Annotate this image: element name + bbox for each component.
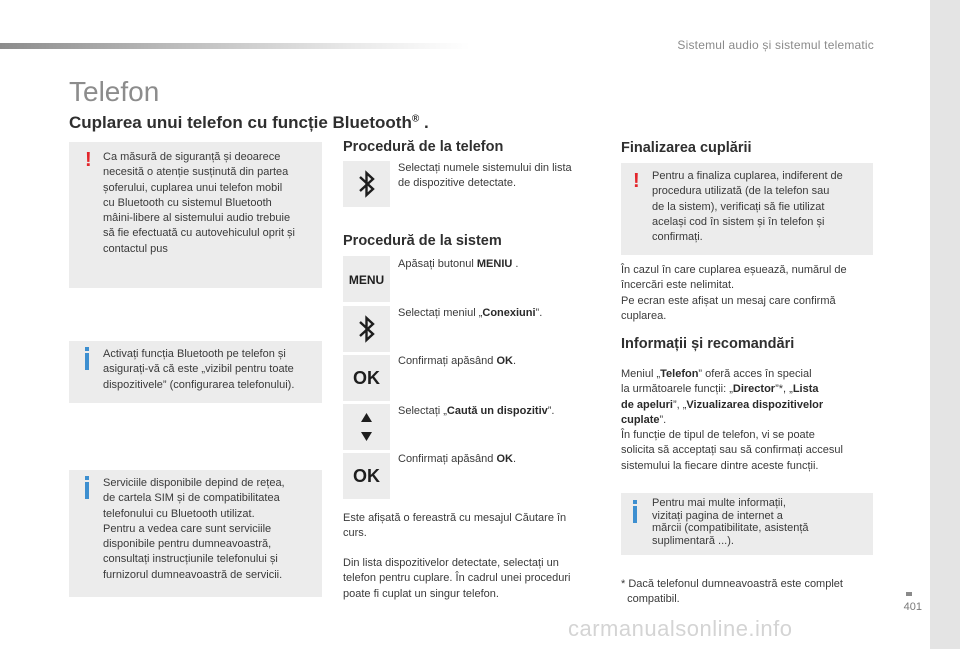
page-subtitle xyxy=(69,113,429,133)
info-line-1 xyxy=(621,367,881,382)
heading-info-recommendations: Informații și recomandări xyxy=(621,336,795,352)
bluetooth-icon xyxy=(343,306,390,352)
heading-system-procedure: Procedură de la sistem xyxy=(343,233,502,249)
select-device-paragraph: Din lista dispozitivelor detectate, selectați un telefon pentru cuplare. În cadrul unei proceduri poate fi cuplat un singur telefon. xyxy=(343,557,571,600)
phone-step-text: Selectați numele sistemului din lista de dispozitive detectate. xyxy=(398,162,572,190)
subtitle-text: Cuplarea unui telefon cu funcție Bluetooth xyxy=(69,113,412,132)
info-line-3 xyxy=(621,398,881,413)
info-l2-pre: la următoarele funcții: „ xyxy=(621,383,733,396)
info-box-services xyxy=(69,470,322,597)
phone-menu-paragraph xyxy=(621,367,881,474)
warning-icon: ! xyxy=(633,170,640,192)
step2-post: ”. xyxy=(535,307,543,319)
step4-post: ”. xyxy=(547,405,555,417)
subtitle-end: . xyxy=(419,113,429,132)
search-message-paragraph: Este afișată o fereastră cu mesajul Căutare în curs. xyxy=(343,512,567,540)
step3-bold: OK xyxy=(496,355,513,367)
step5-pre: Confirmați apăsând xyxy=(398,453,497,465)
pairing-failure-paragraph: În cazul în care cuplarea eșuează, numărul de încercări este nelimitat. Pe ecran este afișat un mesaj care confirmă cuplarea. xyxy=(621,264,847,322)
info-l1-post: ” oferă acces în special xyxy=(698,368,812,380)
step2-pre: Selectați meniul „ xyxy=(398,307,483,319)
info-icon xyxy=(633,506,637,523)
step3-post: . xyxy=(512,355,517,367)
step1-post: . xyxy=(512,258,519,270)
step5-post: . xyxy=(512,453,517,465)
bluetooth-button-system xyxy=(343,306,390,352)
info-text-website: Pentru mai multe informații, vizitați pagina de internet a mărcii (compatibilitate, asistență suplimentară ...). xyxy=(652,497,809,547)
info-line-2 xyxy=(621,382,881,397)
info-l3-bold2: Vizualizarea dispozitivelor xyxy=(686,398,824,411)
footnote: * Dacă telefonul dumneavoastră este complet compatibil. xyxy=(621,578,843,606)
step1-pre: Apăsați butonul xyxy=(398,258,477,270)
step-select-search xyxy=(398,404,555,419)
info-box-website xyxy=(621,493,873,555)
step2-bold: Conexiuni xyxy=(482,307,536,319)
registered-mark: ® xyxy=(411,113,420,125)
menu-label: MENU xyxy=(348,273,385,287)
warning-icon: ! xyxy=(85,149,92,171)
ok-label: OK xyxy=(353,466,380,486)
warning-box-safety xyxy=(69,142,322,288)
info-text-services: Serviciile disponibile depind de rețea, de cartela SIM și de compatibilitatea telefonului cu Bluetooth utilizat. Pentru a vedea care sunt serviciile disponibile pentru dumneavoastră, consultați instrucțiunile telefonului și furnizorul dumneavoastră de servicii. xyxy=(103,477,285,581)
step3-pre: Confirmați apăsând xyxy=(398,355,497,367)
section-header: Sistemul audio și sistemul telematic xyxy=(677,38,874,52)
info-line-4 xyxy=(621,413,881,428)
step1-bold: MENIU xyxy=(476,258,513,270)
bluetooth-button-phone xyxy=(343,161,390,207)
info-l2-bold1: Director xyxy=(732,383,776,396)
info-l2-mid: ”*, „ xyxy=(775,383,793,396)
page-title: Telefon xyxy=(69,76,160,107)
up-down-arrow-icon xyxy=(343,404,390,450)
step4-pre: Selectați „ xyxy=(398,405,447,417)
step5-bold: OK xyxy=(496,453,513,465)
ok-button-1 xyxy=(343,355,390,401)
info-l1-pre: Meniul „ xyxy=(621,368,661,380)
bluetooth-icon xyxy=(343,161,390,207)
heading-finish-pairing: Finalizarea cuplării xyxy=(621,140,752,156)
step-press-menu xyxy=(398,257,518,272)
menu-button xyxy=(343,256,390,302)
heading-phone-procedure: Procedură de la telefon xyxy=(343,139,504,155)
info-icon xyxy=(85,353,89,370)
info-icon xyxy=(85,482,89,499)
info-l3-bold1: de apeluri xyxy=(621,398,673,411)
warning-text-safety: Ca măsură de siguranță și deoarece necesită o atenție susținută din partea șoferului, cuplarea unui telefon mobil cu Bluetooth cu sistemul Bluetooth mâini-libere al sistemului audio trebuie să fie efectuată cu autovehiculul oprit și contactul pus xyxy=(103,151,296,255)
info-l3-mid: ”, „ xyxy=(672,398,687,411)
info-rest: În funcție de tipul de telefon, vi se poate solicita să acceptați sau să confirmați accesul sistemului la fiecare dintre aceste funcții. xyxy=(621,429,843,472)
page-number: 401 xyxy=(903,601,922,613)
info-box-bluetooth xyxy=(69,341,322,403)
watermark: carmanualsonline.info xyxy=(568,616,793,641)
ok-label: OK xyxy=(353,368,380,388)
step4-bold: Caută un dispozitiv xyxy=(446,405,548,417)
up-down-arrows-button xyxy=(343,404,390,450)
info-l2-bold2: Lista xyxy=(792,383,819,396)
info-l1-bold: Telefon xyxy=(660,368,699,380)
info-text-bluetooth: Activați funcția Bluetooth pe telefon și asigurați-vă că este „vizibil pentru toate dispozitivele” (configurarea telefonului). xyxy=(103,348,295,391)
header-gradient-bar xyxy=(0,43,470,49)
ok-button-2 xyxy=(343,453,390,499)
info-l4-bold: cuplate xyxy=(621,413,660,426)
info-l4-post: ”. xyxy=(659,413,667,426)
warning-text-code: Pentru a finaliza cuplarea, indiferent de procedura utilizată (de la telefon sau de la sistem), verificați să fie utilizat același cod în sistem și în telefon și confirmați. xyxy=(652,170,843,244)
warning-box-code xyxy=(621,163,873,255)
step-select-connections xyxy=(398,306,542,321)
page-edge-strip xyxy=(930,0,960,649)
page-number-marker xyxy=(906,592,912,596)
step-confirm-ok-1 xyxy=(398,354,516,369)
step-confirm-ok-2 xyxy=(398,452,516,467)
